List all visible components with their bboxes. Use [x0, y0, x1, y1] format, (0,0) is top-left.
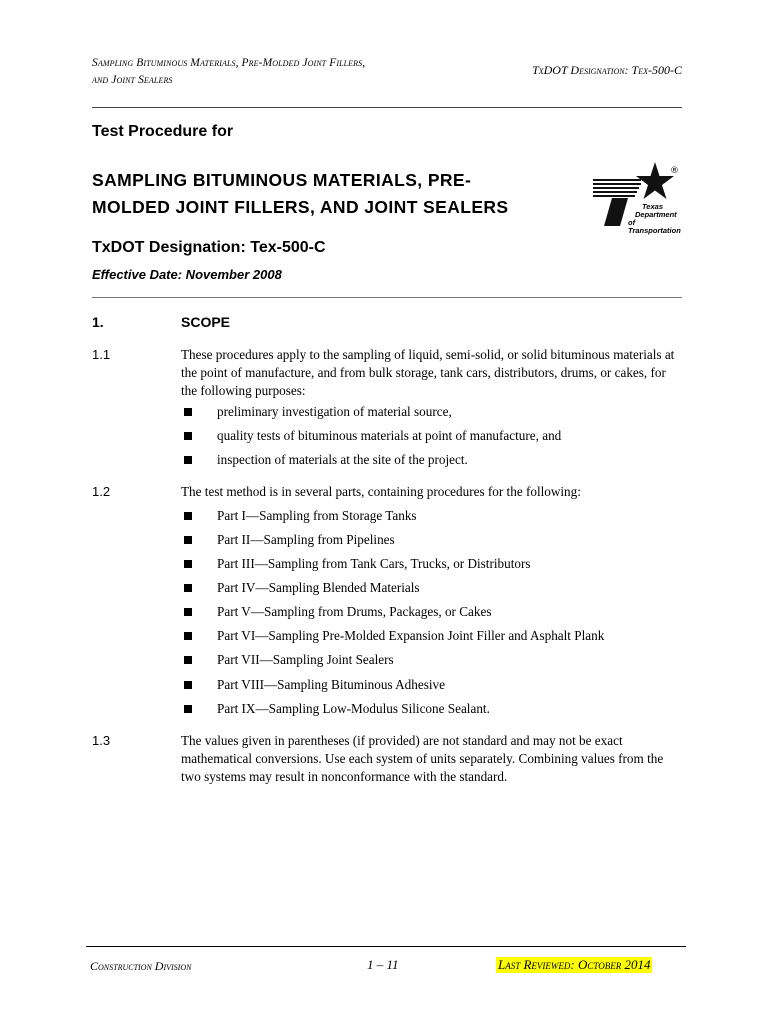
list-item-text: Part IX—Sampling Low-Modulus Silicone Sealant.	[217, 701, 490, 716]
bullet-square-icon	[184, 632, 192, 640]
bullet-square-icon	[184, 560, 192, 568]
document-title-line-1: SAMPLING BITUMINOUS MATERIALS, PRE-	[92, 170, 472, 190]
header-title-line-1: Sampling Bituminous Materials, Pre-Molded Joint Fillers,	[92, 57, 366, 69]
document-title-line-2: MOLDED JOINT FILLERS, AND JOINT SEALERS	[92, 197, 509, 217]
list-item-text: Part II—Sampling from Pipelines	[217, 532, 395, 547]
test-procedure-label: Test Procedure for	[92, 123, 234, 140]
clause-text-1-3: The values given in parentheses (if provided) are not standard and may not be exact mathematical conversions. Use each system of units separately. Combining values from the two systems may result in nonconformance with the standard.	[181, 733, 664, 784]
bullet-square-icon	[184, 456, 192, 464]
list-item-text: Part V—Sampling from Drums, Packages, or Cakes	[217, 604, 492, 619]
txdot-logo	[590, 160, 682, 235]
list-item-text: Part IV—Sampling Blended Materials	[217, 580, 420, 595]
bullet-square-icon	[184, 432, 192, 440]
clause-number-1-3: 1.3	[92, 733, 111, 748]
header-document-title	[92, 55, 472, 89]
clause-number-1-2: 1.2	[92, 484, 111, 499]
footer-divider	[86, 946, 686, 947]
designation-heading: TxDOT Designation: Tex-500-C	[92, 239, 326, 256]
bullet-square-icon	[184, 512, 192, 520]
section-title: SCOPE	[181, 314, 231, 330]
bullet-square-icon	[184, 705, 192, 713]
bullet-square-icon	[184, 408, 192, 416]
document-title	[92, 167, 572, 221]
list-item-text: quality tests of bituminous materials at point of manufacture, and	[217, 428, 562, 443]
bullet-square-icon	[184, 608, 192, 616]
logo-line-3: of Transportation	[628, 218, 681, 235]
bullet-square-icon	[184, 681, 192, 689]
footer-division: Construction Division	[90, 959, 192, 973]
clause-text-1-2: The test method is in several parts, containing procedures for the following:	[181, 484, 581, 499]
logo-line-2: Department	[635, 210, 677, 219]
title-divider	[92, 297, 682, 298]
list-item-text: Part I—Sampling from Storage Tanks	[217, 508, 417, 523]
list-item-text: preliminary investigation of material source,	[217, 404, 452, 419]
section-number: 1.	[92, 314, 104, 330]
registered-mark: ®	[670, 166, 679, 176]
effective-date: Effective Date: November 2008	[92, 267, 282, 282]
header-designation: TxDOT Designation: Tex-500-C	[532, 63, 682, 77]
header-divider	[92, 107, 682, 108]
bullet-square-icon	[184, 536, 192, 544]
header-title-line-2: and Joint Sealers	[92, 74, 173, 86]
logo-line-1: Texas	[642, 202, 663, 211]
list-item-text: Part VI—Sampling Pre-Molded Expansion Joint Filler and Asphalt Plank	[217, 628, 605, 643]
last-reviewed-date: Last Reviewed: October 2014	[498, 957, 651, 972]
clause-text-1-1: These procedures apply to the sampling of liquid, semi-solid, or solid bituminous materials at the point of manufacture, and from bulk storage, tank cars, distributors, drums, or cakes, for the following purposes:	[181, 347, 675, 398]
page-number: 1 – 11	[367, 957, 399, 972]
list-item-text: Part VII—Sampling Joint Sealers	[217, 652, 394, 667]
bullet-square-icon	[184, 584, 192, 592]
list-item-text: Part VIII—Sampling Bituminous Adhesive	[217, 677, 445, 692]
list-item-text: Part III—Sampling from Tank Cars, Trucks, or Distributors	[217, 556, 531, 571]
list-item-text: inspection of materials at the site of the project.	[217, 452, 468, 467]
clause-number-1-1: 1.1	[92, 347, 111, 362]
logo-wordmark	[628, 203, 682, 235]
bullet-square-icon	[184, 656, 192, 664]
